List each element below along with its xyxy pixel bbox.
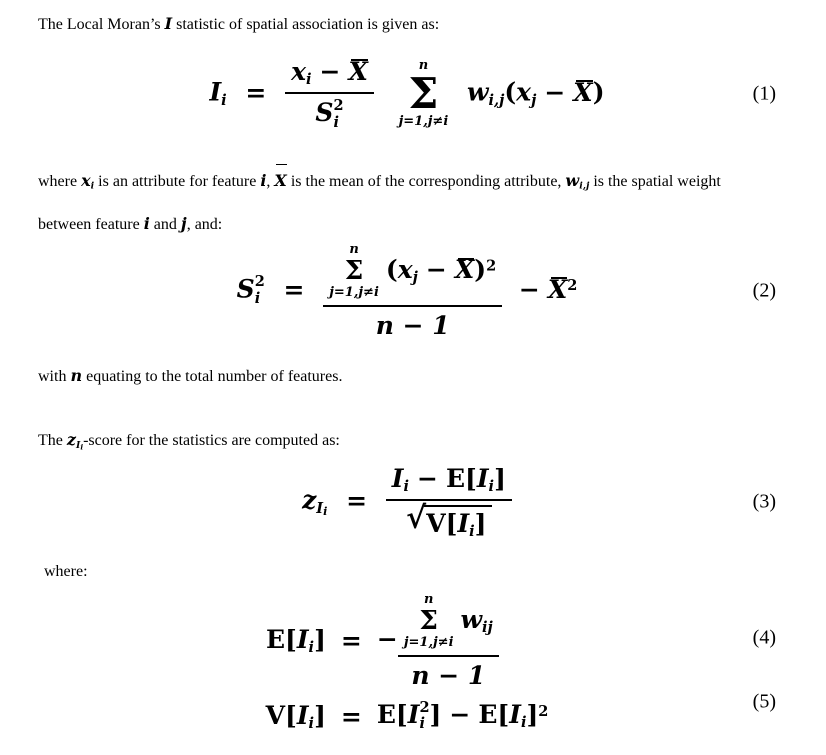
minus-sign: − (417, 463, 438, 493)
zscore-text-1: The (38, 432, 67, 449)
eq3-den-I: I (457, 509, 470, 538)
eq5-I2-supsub (419, 700, 429, 733)
sigma-symbol: Σ (344, 255, 364, 287)
eq2-S-sub: i (254, 290, 261, 307)
eq2-fraction-numerator (323, 242, 502, 307)
squared-exponent: 2 (567, 277, 578, 295)
variance-operator: V[ (265, 700, 297, 730)
equation-3-number: (3) (752, 490, 776, 513)
close-paren: ) (592, 77, 605, 107)
equation-3 (38, 458, 776, 546)
negative-sign: − (376, 624, 398, 654)
equation-5-number: (5) (752, 690, 776, 713)
with-text-2: equating to the total number of features. (82, 368, 343, 385)
z-subscript-I (76, 440, 83, 451)
equals-sign: = (346, 485, 368, 515)
eq1-I-subscript: i (221, 91, 227, 109)
variance-operator: V[ (426, 509, 458, 538)
eq2-S-supsub (255, 274, 265, 307)
where-text-4: is the mean of the corresponding attribute, (286, 173, 566, 190)
eq4-w-subscript: ij (482, 618, 493, 636)
equation-3-math (302, 464, 512, 540)
equation-1 (38, 50, 776, 138)
eq2-summation (329, 242, 379, 301)
xi-subscript: i (90, 180, 95, 192)
close-bracket: ] (494, 463, 506, 493)
eq3-z-sub-I: I (316, 499, 324, 517)
where-label (38, 560, 776, 584)
eq1-num-xbar: X (348, 56, 368, 86)
sigma-symbol: Σ (419, 605, 438, 637)
eq3-den-I-subscript: i (469, 523, 475, 541)
eq2-tail-xbar: X (547, 274, 568, 304)
where-text-7: , and: (186, 215, 223, 233)
minus-sign: − (425, 255, 447, 284)
n-symbol: n (70, 366, 83, 385)
expectation-operator: E[ (478, 699, 510, 729)
eq3-num-I2: I (476, 463, 489, 493)
where-text-5: is the spatial weight between feature (38, 173, 721, 233)
summation-lower-limit: j=1,j≠i (398, 114, 449, 130)
z-subscript-I-base: I (75, 439, 81, 451)
xi-base: x (81, 171, 91, 190)
equals-sign: = (283, 274, 305, 304)
eq1-xbar: X (573, 77, 593, 107)
eq1-w: w (466, 77, 489, 107)
equation-2-number: (2) (752, 279, 776, 302)
eq4-lhs (266, 625, 326, 656)
with-text-1: with (38, 368, 71, 385)
equation-2-math (237, 242, 578, 340)
summation-lower-limit: j=1,j≠i (329, 284, 379, 300)
eq3-z-subsub-i: i (323, 503, 328, 518)
intro-text-1: The Local Moran’s (38, 16, 165, 33)
close-paren: ) (474, 255, 487, 284)
eq1-xj: x (516, 77, 532, 107)
close-bracket: ] (314, 625, 326, 655)
intro-text-2: statistic of spatial association is given as: (172, 16, 440, 33)
close-bracket: ] (429, 699, 442, 729)
eq5-I2-sub: i (419, 715, 425, 733)
summation-upper-limit: n (418, 57, 429, 73)
minus-sign: − (518, 274, 540, 304)
eq3-fraction (386, 464, 512, 540)
eq1-I: I (209, 77, 222, 107)
equation-1-math (209, 57, 604, 131)
expectation-operator: E[ (445, 463, 477, 493)
eq2-S: S (236, 274, 255, 304)
open-paren: ( (504, 77, 517, 107)
squared-exponent: 2 (486, 257, 497, 275)
z-base: z (66, 430, 76, 449)
xbar-symbol: X (274, 162, 286, 199)
eq5-I3-subscript: i (520, 713, 527, 731)
eq2-fraction-denominator: n − 1 (375, 310, 450, 340)
eq3-z-subscript (316, 500, 327, 517)
eq3-num-I2-subscript: i (488, 478, 495, 495)
minus-sign: − (319, 56, 341, 86)
eq1-w-subscript: i,j (488, 91, 505, 109)
where-text-2: is an attribute for feature (94, 173, 261, 190)
eq4-fraction (398, 592, 499, 690)
i-symbol-2: i (143, 213, 150, 233)
eq3-num-I: I (391, 463, 404, 493)
eq4-rhs (377, 592, 549, 690)
eq1-den-S-sup: 2 (333, 96, 344, 114)
close-bracket: ] (314, 700, 326, 730)
eq2-S-sup: 2 (254, 273, 265, 291)
close-bracket: ] (474, 509, 487, 538)
eq2-xbar: X (454, 255, 475, 284)
sigma-symbol: Σ (408, 68, 439, 119)
equals-sign: = (340, 626, 362, 656)
eq1-den-S-supsub (333, 98, 343, 131)
eq3-z: z (302, 485, 317, 515)
equation-group-4-5 (38, 592, 776, 733)
summation-lower-limit: j=1,j≠i (403, 634, 454, 650)
equals-sign: = (245, 77, 267, 107)
eq4-fraction-denominator: n − 1 (411, 660, 486, 690)
eq2-xj: x (397, 255, 413, 284)
zscore-paragraph (38, 428, 776, 459)
xi-symbol (81, 171, 94, 190)
close-bracket: ] (526, 699, 539, 729)
eq4-summation (404, 592, 454, 651)
eq1-summation (399, 58, 449, 131)
zscore-text-2: -score for the statistics are computed as: (83, 432, 340, 449)
minus-sign: − (449, 699, 471, 729)
eq4-I: I (296, 625, 309, 655)
squared-exponent: 2 (538, 702, 549, 720)
minus-sign: − (544, 77, 566, 107)
summation-upper-limit: n (423, 592, 434, 607)
intro-paragraph (38, 12, 776, 37)
equation-4-number: (4) (752, 626, 776, 649)
equals-sign: = (340, 701, 362, 731)
eq1-fraction (285, 57, 374, 131)
eq1-fraction-denominator (285, 94, 374, 131)
equation-1-number: (1) (752, 82, 776, 105)
eq1-fraction-numerator (285, 57, 374, 94)
wij-symbol (565, 171, 589, 190)
wij-base: w (565, 171, 580, 190)
eq1-den-S-sub: i (333, 113, 339, 131)
eq5-I3: I (509, 699, 521, 729)
i-symbol: i (260, 171, 267, 190)
eq3-num-I-subscript: i (403, 478, 409, 495)
eq3-fraction-denominator (386, 501, 512, 540)
equation-2 (38, 234, 776, 348)
open-paren: ( (385, 255, 398, 284)
j-symbol: j (180, 213, 187, 233)
where-text-6: and (149, 215, 181, 233)
z-subscript-i: i (80, 441, 84, 451)
eq5-I1-subscript: i (308, 714, 315, 732)
eq5-I2-sup: 2 (419, 698, 430, 716)
eq1-num-x-subscript: i (305, 70, 312, 88)
eq3-fraction-numerator (386, 464, 512, 501)
eq1-den-S: S (315, 98, 334, 128)
eq5-rhs (377, 700, 549, 733)
radicand (424, 505, 491, 540)
z-symbol (67, 430, 83, 449)
eq5-I2: I (407, 699, 420, 729)
moran-i-symbol: I (164, 14, 173, 33)
where-paragraph (38, 162, 776, 243)
expectation-operator: E[ (265, 625, 297, 655)
where-text-3: , (266, 173, 275, 190)
with-n-paragraph (38, 364, 776, 389)
aligned-equations (38, 592, 776, 733)
eq4-fraction-numerator (398, 592, 499, 657)
square-root (406, 500, 491, 541)
eq5-I1: I (296, 700, 309, 730)
radical-sign: √ (406, 500, 427, 537)
wij-subscript: i,j (579, 180, 590, 192)
eq4-I-subscript: i (308, 639, 315, 657)
eq1-xj-subscript: j (531, 91, 537, 109)
eq5-lhs (266, 701, 326, 732)
eq4-w: w (460, 604, 483, 634)
where-label-text: where: (44, 563, 88, 580)
eq2-xj-subscript: j (412, 269, 418, 287)
expectation-operator: E[ (376, 699, 408, 729)
eq1-num-x: x (291, 56, 306, 86)
where-text-1: where (38, 173, 82, 190)
eq2-fraction (323, 242, 502, 340)
summation-upper-limit: n (349, 242, 359, 258)
